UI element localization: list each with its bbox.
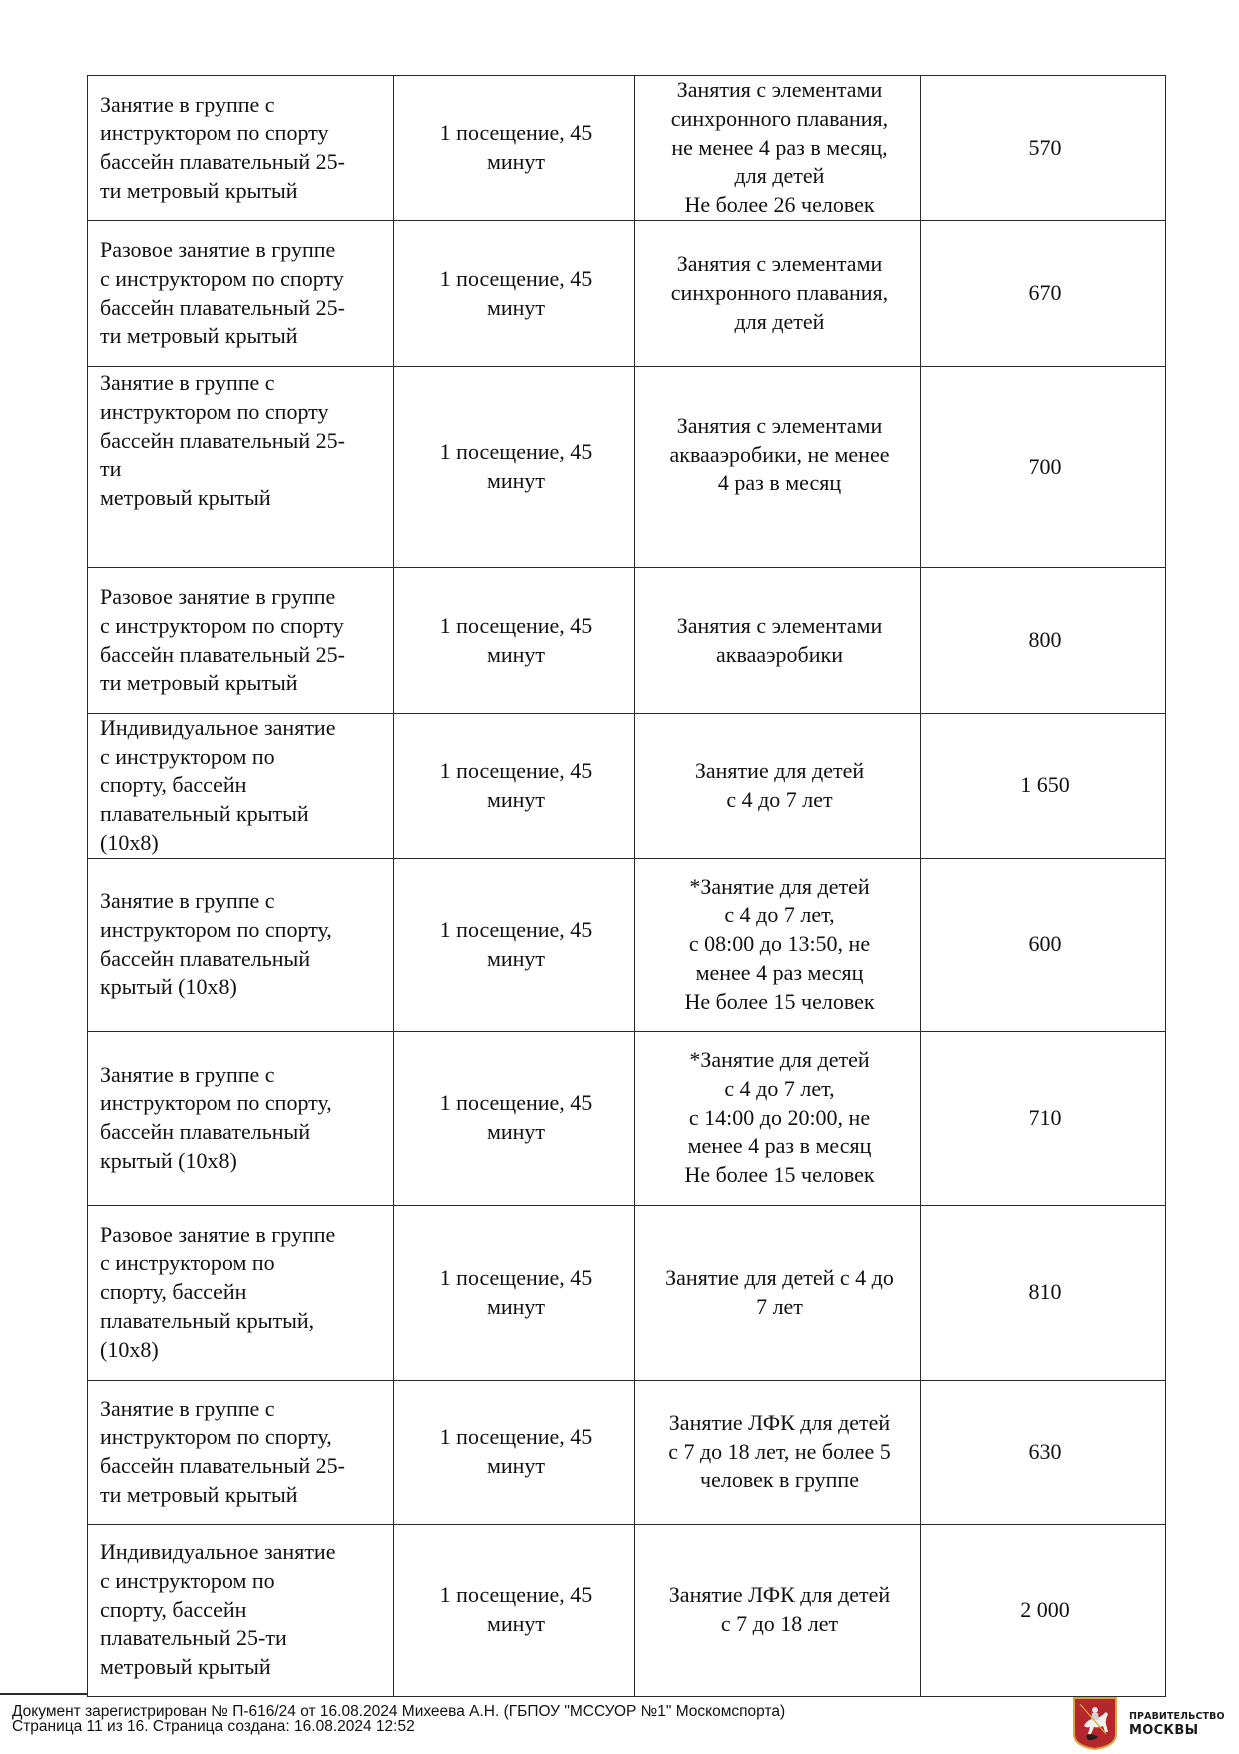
- price-cell: 630: [921, 1380, 1166, 1524]
- unit-cell: 1 посещение, 45 минут: [394, 367, 635, 568]
- service-cell: Занятие в группе с инструктором по спорту, бассейн плавательный крытый (10х8): [88, 858, 394, 1031]
- description-cell: Занятия с элементами синхронного плавания, не менее 4 раз в месяц, для детей Не более 26 человек: [635, 76, 921, 221]
- description-cell: Занятие ЛФК для детей с 7 до 18 лет: [635, 1524, 921, 1696]
- table-row: [88, 221, 1166, 367]
- unit-cell: 1 посещение, 45 минут: [394, 858, 635, 1031]
- table-row: [88, 1205, 1166, 1380]
- registration-line: Документ зарегистрирован № П-616/24 от 16.08.2024 Михеева А.Н. (ГБПОУ "МССУОР №1" Москомспорта): [12, 1703, 786, 1720]
- description-cell: Занятие для детей с 4 до 7 лет: [635, 1205, 921, 1380]
- description-cell: Занятия с элементами аквааэробики: [635, 568, 921, 714]
- service-cell: Занятие в группе с инструктором по спорту, бассейн плавательный 25- ти метровый крытый: [88, 1380, 394, 1524]
- table-row: [88, 1031, 1166, 1205]
- unit-cell: 1 посещение, 45 минут: [394, 1524, 635, 1696]
- unit-cell: 1 посещение, 45 минут: [394, 1205, 635, 1380]
- service-cell: Занятие в группе с инструктором по спорту бассейн плавательный 25- ти метровый крытый: [88, 367, 394, 568]
- table-row: [88, 1524, 1166, 1696]
- table-row: [88, 1380, 1166, 1524]
- table-row: [88, 714, 1166, 859]
- brand-line-2: МОСКВЫ: [1129, 1723, 1199, 1738]
- unit-cell: 1 посещение, 45 минут: [394, 76, 635, 221]
- service-cell: Индивидуальное занятие с инструктором по спорту, бассейн плавательный 25-ти метровый крытый: [88, 1524, 394, 1696]
- price-cell: 800: [921, 568, 1166, 714]
- page-info-line: Страница 11 из 16. Страница создана: 16.08.2024 12:52: [12, 1718, 415, 1735]
- service-cell: Разовое занятие в группе с инструктором по спорту бассейн плавательный 25- ти метровый крытый: [88, 221, 394, 367]
- table-row: [88, 76, 1166, 221]
- price-cell: 700: [921, 367, 1166, 568]
- price-cell: 570: [921, 76, 1166, 221]
- price-cell: 710: [921, 1031, 1166, 1205]
- description-cell: Занятие для детей с 4 до 7 лет: [635, 714, 921, 859]
- service-cell: Разовое занятие в группе с инструктором по спорту бассейн плавательный 25- ти метровый крытый: [88, 568, 394, 714]
- description-cell: Занятия с элементами аквааэробики, не менее 4 раз в месяц: [635, 367, 921, 568]
- moscow-coat-of-arms-icon: [1072, 1696, 1118, 1750]
- service-cell: Разовое занятие в группе с инструктором по спорту, бассейн плавательный крытый, (10х8): [88, 1205, 394, 1380]
- description-cell: Занятия с элементами синхронного плавания, для детей: [635, 221, 921, 367]
- price-cell: 1 650: [921, 714, 1166, 859]
- unit-cell: 1 посещение, 45 минут: [394, 714, 635, 859]
- registration-footer: [12, 1704, 785, 1734]
- table-row: [88, 858, 1166, 1031]
- moscow-government-brand: [1129, 1710, 1225, 1739]
- table-row: [88, 568, 1166, 714]
- brand-line-1: ПРАВИТЕЛЬСТВО: [1129, 1711, 1225, 1722]
- service-cell: Занятие в группе с инструктором по спорту бассейн плавательный 25- ти метровый крытый: [88, 76, 394, 221]
- price-cell: 600: [921, 858, 1166, 1031]
- price-cell: 2 000: [921, 1524, 1166, 1696]
- description-cell: *Занятие для детей с 4 до 7 лет, с 08:00 до 13:50, не менее 4 раз месяц Не более 15 человек: [635, 858, 921, 1031]
- service-cell: Занятие в группе с инструктором по спорту, бассейн плавательный крытый (10х8): [88, 1031, 394, 1205]
- unit-cell: 1 посещение, 45 минут: [394, 221, 635, 367]
- price-cell: 810: [921, 1205, 1166, 1380]
- service-cell: Индивидуальное занятие с инструктором по спорту, бассейн плавательный крытый (10х8): [88, 714, 394, 859]
- price-cell: 670: [921, 221, 1166, 367]
- unit-cell: 1 посещение, 45 минут: [394, 1380, 635, 1524]
- unit-cell: 1 посещение, 45 минут: [394, 568, 635, 714]
- price-table: [87, 75, 1166, 1697]
- description-cell: *Занятие для детей с 4 до 7 лет, с 14:00 до 20:00, не менее 4 раз в месяц Не более 15 человек: [635, 1031, 921, 1205]
- table-row: [88, 367, 1166, 568]
- footer-divider: [0, 1693, 87, 1695]
- description-cell: Занятие ЛФК для детей с 7 до 18 лет, не более 5 человек в группе: [635, 1380, 921, 1524]
- unit-cell: 1 посещение, 45 минут: [394, 1031, 635, 1205]
